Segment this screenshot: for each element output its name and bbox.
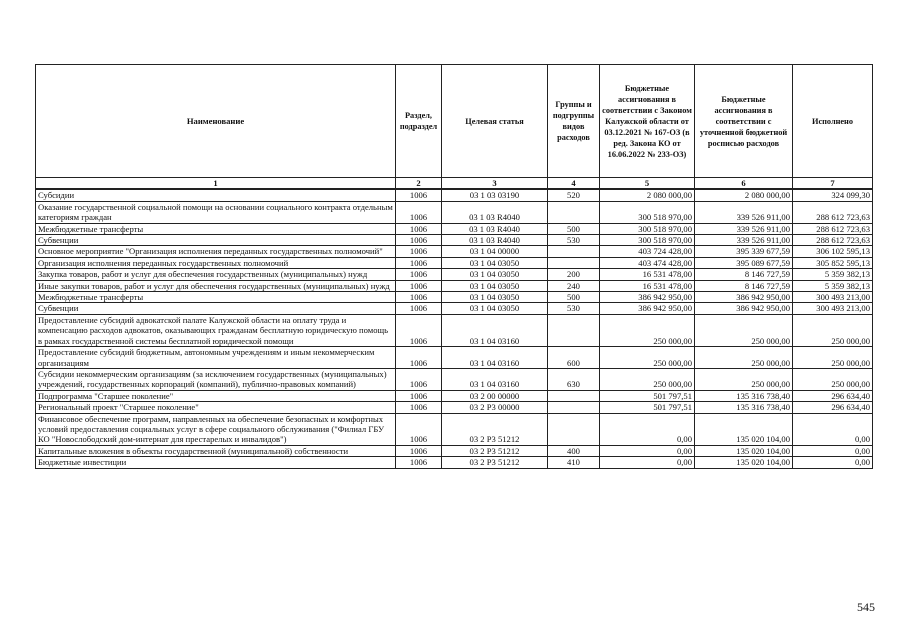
row-target: 03 1 04 03160: [442, 314, 548, 346]
column-number-row: [36, 178, 873, 190]
row-target: 03 2 P3 00000: [442, 402, 548, 413]
row-refined-allocation: 386 942 950,00: [695, 303, 793, 314]
row-name: Межбюджетные трансферты: [36, 292, 396, 303]
column-number: 4: [548, 178, 600, 190]
page-number: 545: [857, 600, 875, 614]
row-executed: 250 000,00: [793, 314, 873, 346]
header-law-allocation: Бюджетные ассигнования в соответствии с Законом Калужской области от 03.12.2021 № 167-ОЗ (в ред. Закона КО от 16.06.2022 № 233-ОЗ): [600, 65, 695, 178]
row-section: 1006: [396, 235, 442, 246]
row-name: Бюджетные инвестиции: [36, 457, 396, 468]
row-law-allocation: 386 942 950,00: [600, 292, 695, 303]
column-number: 1: [36, 178, 396, 190]
header-row: [36, 65, 873, 178]
header-refined-allocation: Бюджетные ассигнования в соответствии с уточненной бюджетной росписью расходов: [695, 65, 793, 178]
column-number: 3: [442, 178, 548, 190]
table-row: [36, 246, 873, 257]
table-row: [36, 292, 873, 303]
row-law-allocation: 403 474 428,00: [600, 257, 695, 268]
row-group: 600: [548, 347, 600, 369]
row-target: 03 1 03 R4040: [442, 223, 548, 234]
row-target: 03 2 P3 51212: [442, 413, 548, 445]
row-section: 1006: [396, 292, 442, 303]
row-refined-allocation: 250 000,00: [695, 314, 793, 346]
row-section: 1006: [396, 303, 442, 314]
row-section: 1006: [396, 368, 442, 390]
row-executed: 288 612 723,63: [793, 201, 873, 223]
column-number: 6: [695, 178, 793, 190]
header-section: Раздел, подраздел: [396, 65, 442, 178]
row-law-allocation: 0,00: [600, 413, 695, 445]
row-refined-allocation: 250 000,00: [695, 368, 793, 390]
row-executed: 300 493 213,00: [793, 292, 873, 303]
row-target: 03 2 00 00000: [442, 390, 548, 401]
table-row: [36, 201, 873, 223]
row-section: 1006: [396, 390, 442, 401]
row-refined-allocation: 135 020 104,00: [695, 413, 793, 445]
table-row: [36, 413, 873, 445]
row-group: 530: [548, 235, 600, 246]
budget-table: [35, 64, 873, 469]
row-target: 03 1 04 03160: [442, 368, 548, 390]
row-law-allocation: 403 724 428,00: [600, 246, 695, 257]
row-refined-allocation: 135 020 104,00: [695, 445, 793, 456]
row-refined-allocation: 135 316 738,40: [695, 390, 793, 401]
column-number: 2: [396, 178, 442, 190]
row-target: 03 1 04 03050: [442, 303, 548, 314]
row-refined-allocation: 2 080 000,00: [695, 189, 793, 201]
row-executed: 0,00: [793, 457, 873, 468]
row-name: Капитальные вложения в объекты государственной (муниципальной) собственности: [36, 445, 396, 456]
row-law-allocation: 250 000,00: [600, 314, 695, 346]
row-law-allocation: 300 518 970,00: [600, 223, 695, 234]
row-section: 1006: [396, 201, 442, 223]
row-refined-allocation: 386 942 950,00: [695, 292, 793, 303]
row-name: Субсидии: [36, 189, 396, 201]
row-law-allocation: 300 518 970,00: [600, 201, 695, 223]
row-group: [548, 390, 600, 401]
row-refined-allocation: 8 146 727,59: [695, 280, 793, 291]
table-row: [36, 280, 873, 291]
table-row: [36, 314, 873, 346]
row-target: 03 1 04 03050: [442, 280, 548, 291]
row-executed: 0,00: [793, 445, 873, 456]
row-name: Межбюджетные трансферты: [36, 223, 396, 234]
table-row: [36, 368, 873, 390]
row-group: 500: [548, 223, 600, 234]
row-executed: 250 000,00: [793, 347, 873, 369]
row-name: Субвенции: [36, 235, 396, 246]
row-section: 1006: [396, 314, 442, 346]
row-name: Предоставление субсидий адвокатской палате Калужской области на оплату труда и компенсацию расходов адвокатов, оказывающих гражданам бесплатную юридическую помощь в рамках государственной системы бесплатной юридической помощи: [36, 314, 396, 346]
row-refined-allocation: 339 526 911,00: [695, 223, 793, 234]
row-refined-allocation: 8 146 727,59: [695, 269, 793, 280]
row-target: 03 1 03 03190: [442, 189, 548, 201]
table-row: [36, 257, 873, 268]
row-target: 03 1 04 03160: [442, 347, 548, 369]
column-number: 7: [793, 178, 873, 190]
table-row: [36, 189, 873, 201]
row-name: Финансовое обеспечение программ, направленных на обеспечение безопасных и комфортных условий предоставления социальных услуг в сфере социального обслуживания ("Филиал ГБУ КО "Новослободский дом-интернат для престарелых и инвалидов"): [36, 413, 396, 445]
row-law-allocation: 0,00: [600, 445, 695, 456]
row-target: 03 2 P3 51212: [442, 457, 548, 468]
header-executed: Исполнено: [793, 65, 873, 178]
row-target: 03 1 03 R4040: [442, 201, 548, 223]
row-name: Субсидии некоммерческим организациям (за исключением государственных (муниципальных) учреждений, государственных корпораций (компаний), публично-правовых компаний): [36, 368, 396, 390]
row-target: 03 1 04 03050: [442, 292, 548, 303]
row-group: 520: [548, 189, 600, 201]
row-executed: 0,00: [793, 413, 873, 445]
row-group: [548, 246, 600, 257]
row-law-allocation: 16 531 478,00: [600, 269, 695, 280]
row-refined-allocation: 339 526 911,00: [695, 235, 793, 246]
row-group: [548, 257, 600, 268]
column-number: 5: [600, 178, 695, 190]
row-group: 630: [548, 368, 600, 390]
table-row: [36, 457, 873, 468]
table-row: [36, 223, 873, 234]
row-section: 1006: [396, 347, 442, 369]
row-section: 1006: [396, 445, 442, 456]
row-name: Подпрограмма "Старшее поколение": [36, 390, 396, 401]
table-row: [36, 235, 873, 246]
row-law-allocation: 300 518 970,00: [600, 235, 695, 246]
row-name: Региональный проект "Старшее поколение": [36, 402, 396, 413]
row-target: 03 1 03 R4040: [442, 235, 548, 246]
row-section: 1006: [396, 457, 442, 468]
row-refined-allocation: 339 526 911,00: [695, 201, 793, 223]
row-executed: 5 359 382,13: [793, 280, 873, 291]
row-group: [548, 314, 600, 346]
row-name: Субвенции: [36, 303, 396, 314]
row-section: 1006: [396, 413, 442, 445]
row-group: 530: [548, 303, 600, 314]
row-refined-allocation: 395 339 677,59: [695, 246, 793, 257]
row-executed: 296 634,40: [793, 402, 873, 413]
table-row: [36, 445, 873, 456]
row-law-allocation: 250 000,00: [600, 368, 695, 390]
header-groups: Группы и подгруппы видов расходов: [548, 65, 600, 178]
table-row: [36, 269, 873, 280]
table-row: [36, 303, 873, 314]
row-name: Иные закупки товаров, работ и услуг для обеспечения государственных (муниципальных) нужд: [36, 280, 396, 291]
row-section: 1006: [396, 269, 442, 280]
header-name: Наименование: [36, 65, 396, 178]
row-section: 1006: [396, 246, 442, 257]
row-executed: 324 099,30: [793, 189, 873, 201]
row-law-allocation: 250 000,00: [600, 347, 695, 369]
row-law-allocation: 501 797,51: [600, 390, 695, 401]
row-name: Предоставление субсидий бюджетным, автономным учреждениям и иным некоммерческим организациям: [36, 347, 396, 369]
row-executed: 288 612 723,63: [793, 223, 873, 234]
header-target: Целевая статья: [442, 65, 548, 178]
row-name: Закупка товаров, работ и услуг для обеспечения государственных (муниципальных) нужд: [36, 269, 396, 280]
row-group: [548, 201, 600, 223]
row-law-allocation: 501 797,51: [600, 402, 695, 413]
row-refined-allocation: 395 089 677,59: [695, 257, 793, 268]
row-target: 03 2 P3 51212: [442, 445, 548, 456]
row-target: 03 1 04 03050: [442, 257, 548, 268]
row-refined-allocation: 135 316 738,40: [695, 402, 793, 413]
row-target: 03 1 04 00000: [442, 246, 548, 257]
row-section: 1006: [396, 189, 442, 201]
row-group: [548, 413, 600, 445]
row-law-allocation: 0,00: [600, 457, 695, 468]
row-group: 400: [548, 445, 600, 456]
row-name: Основное мероприятие "Организация исполнения переданных государственных полномочий": [36, 246, 396, 257]
row-refined-allocation: 250 000,00: [695, 347, 793, 369]
row-section: 1006: [396, 402, 442, 413]
row-refined-allocation: 135 020 104,00: [695, 457, 793, 468]
row-law-allocation: 2 080 000,00: [600, 189, 695, 201]
row-group: 240: [548, 280, 600, 291]
table-row: [36, 402, 873, 413]
row-executed: 288 612 723,63: [793, 235, 873, 246]
row-section: 1006: [396, 223, 442, 234]
row-group: [548, 402, 600, 413]
row-law-allocation: 16 531 478,00: [600, 280, 695, 291]
row-executed: 300 493 213,00: [793, 303, 873, 314]
row-group: 410: [548, 457, 600, 468]
row-group: 200: [548, 269, 600, 280]
row-executed: 305 852 595,13: [793, 257, 873, 268]
table-row: [36, 390, 873, 401]
row-executed: 250 000,00: [793, 368, 873, 390]
row-target: 03 1 04 03050: [442, 269, 548, 280]
row-group: 500: [548, 292, 600, 303]
row-section: 1006: [396, 280, 442, 291]
table-row: [36, 347, 873, 369]
row-executed: 296 634,40: [793, 390, 873, 401]
row-name: Организация исполнения переданных государственных полномочий: [36, 257, 396, 268]
row-section: 1006: [396, 257, 442, 268]
row-name: Оказание государственной социальной помощи на основании социального контракта отдельным категориям граждан: [36, 201, 396, 223]
row-executed: 306 102 595,13: [793, 246, 873, 257]
row-executed: 5 359 382,13: [793, 269, 873, 280]
row-law-allocation: 386 942 950,00: [600, 303, 695, 314]
